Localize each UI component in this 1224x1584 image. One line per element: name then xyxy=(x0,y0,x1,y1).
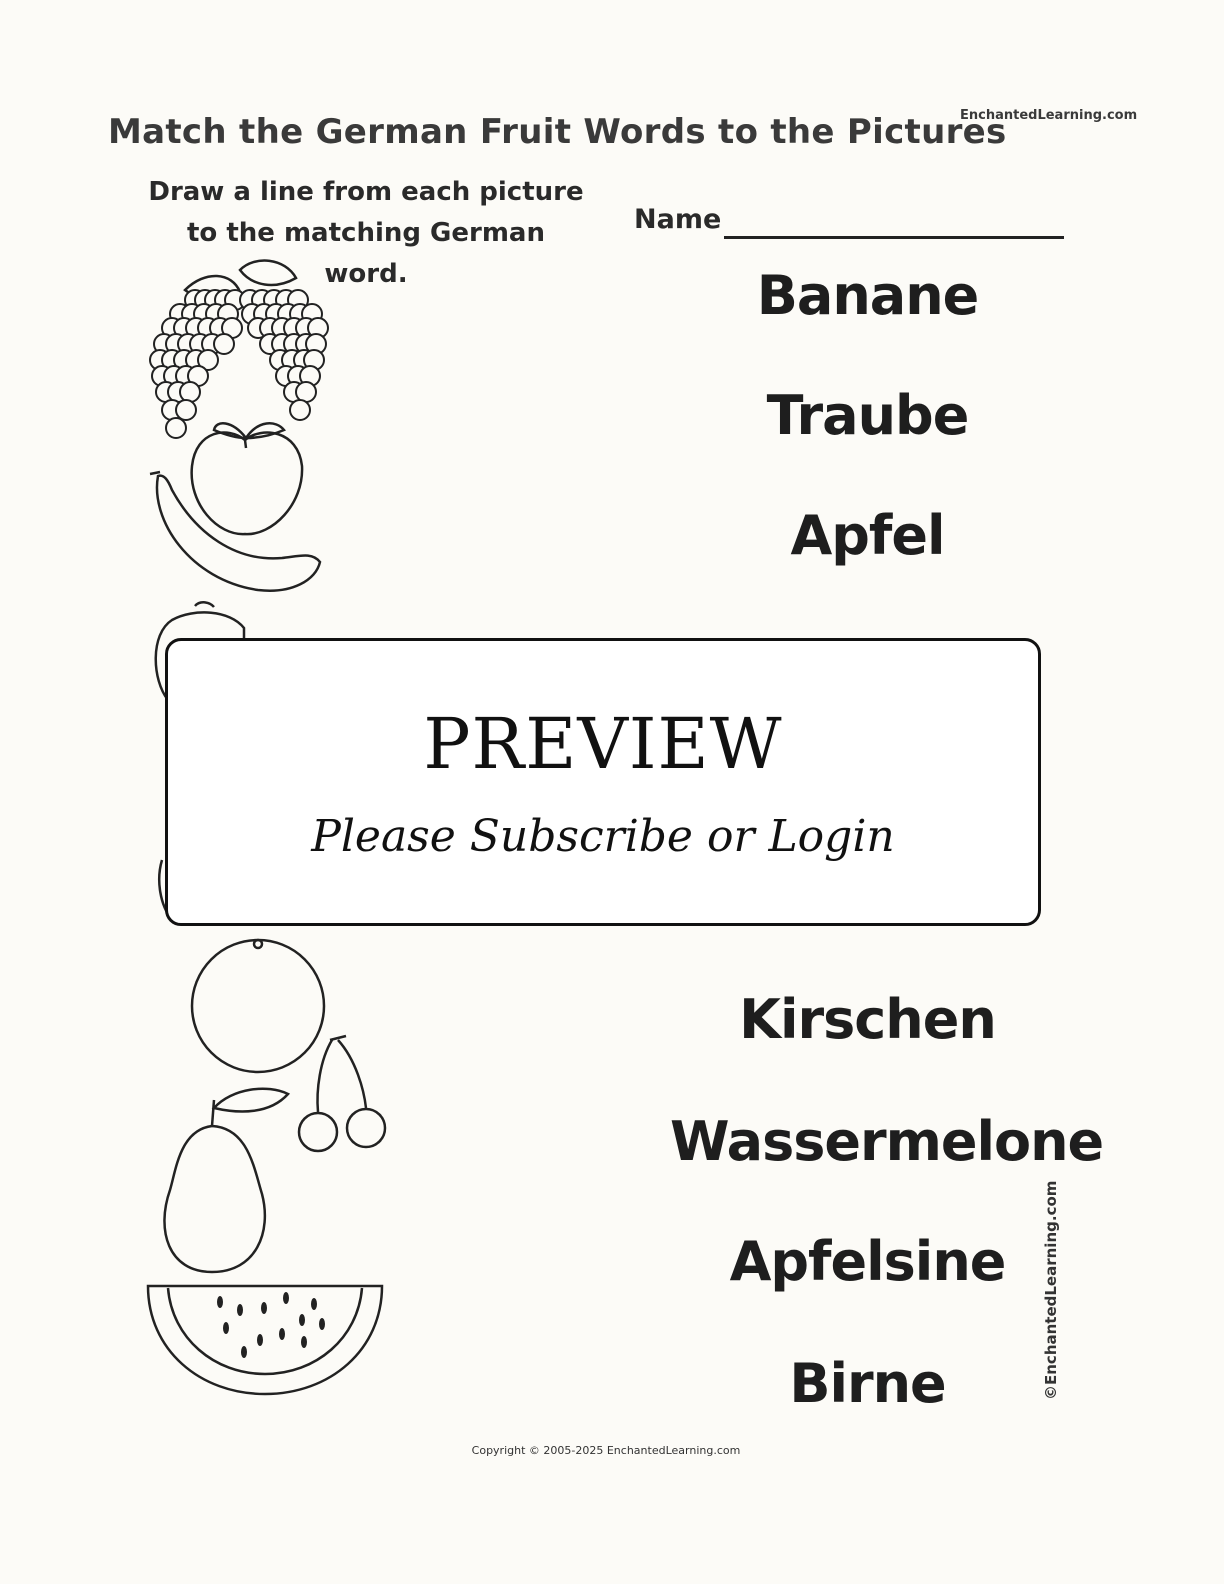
preview-title: PREVIEW xyxy=(423,703,783,785)
grape-dot xyxy=(290,400,310,420)
grape-dot xyxy=(166,418,186,438)
instructions-line-1: Draw a line from each picture xyxy=(148,177,584,207)
word-traube: Traube xyxy=(766,384,969,447)
word-banane: Banane xyxy=(756,264,979,327)
banana-icon xyxy=(150,472,320,591)
grape-dot xyxy=(176,400,196,420)
grape-dot xyxy=(180,382,200,402)
grape-dot xyxy=(296,382,316,402)
word-apfel: Apfel xyxy=(790,504,945,567)
grape-dots xyxy=(150,290,328,438)
vertical-watermark: ©EnchantedLearning.com xyxy=(1042,1180,1060,1400)
name-label: Name xyxy=(634,204,722,235)
copyright-text: Copyright © 2005-2025 EnchantedLearning.com xyxy=(471,1444,741,1457)
orange-icon xyxy=(192,940,324,1072)
apple-icon xyxy=(192,423,302,534)
page-title: Match the German Fruit Words to the Pictures xyxy=(108,112,1007,152)
pear-icon xyxy=(164,1089,288,1272)
watermelon-icon xyxy=(148,1286,382,1394)
preview-overlay[interactable] xyxy=(165,638,1041,926)
word-apfelsine: Apfelsine xyxy=(729,1230,1006,1293)
brand-link[interactable]: EnchantedLearning.com xyxy=(960,108,1138,123)
grapes-icon xyxy=(150,261,328,438)
subscribe-login-link[interactable]: Please Subscribe or Login xyxy=(311,811,895,862)
word-kirschen: Kirschen xyxy=(739,988,996,1051)
word-wassermelone: Wassermelone xyxy=(670,1110,1104,1173)
grape-dot xyxy=(214,334,234,354)
word-birne: Birne xyxy=(789,1352,946,1415)
instructions-line-2: to the matching German word. xyxy=(187,218,545,289)
watermelon-seeds xyxy=(217,1292,325,1358)
cherries-icon xyxy=(299,1036,385,1151)
